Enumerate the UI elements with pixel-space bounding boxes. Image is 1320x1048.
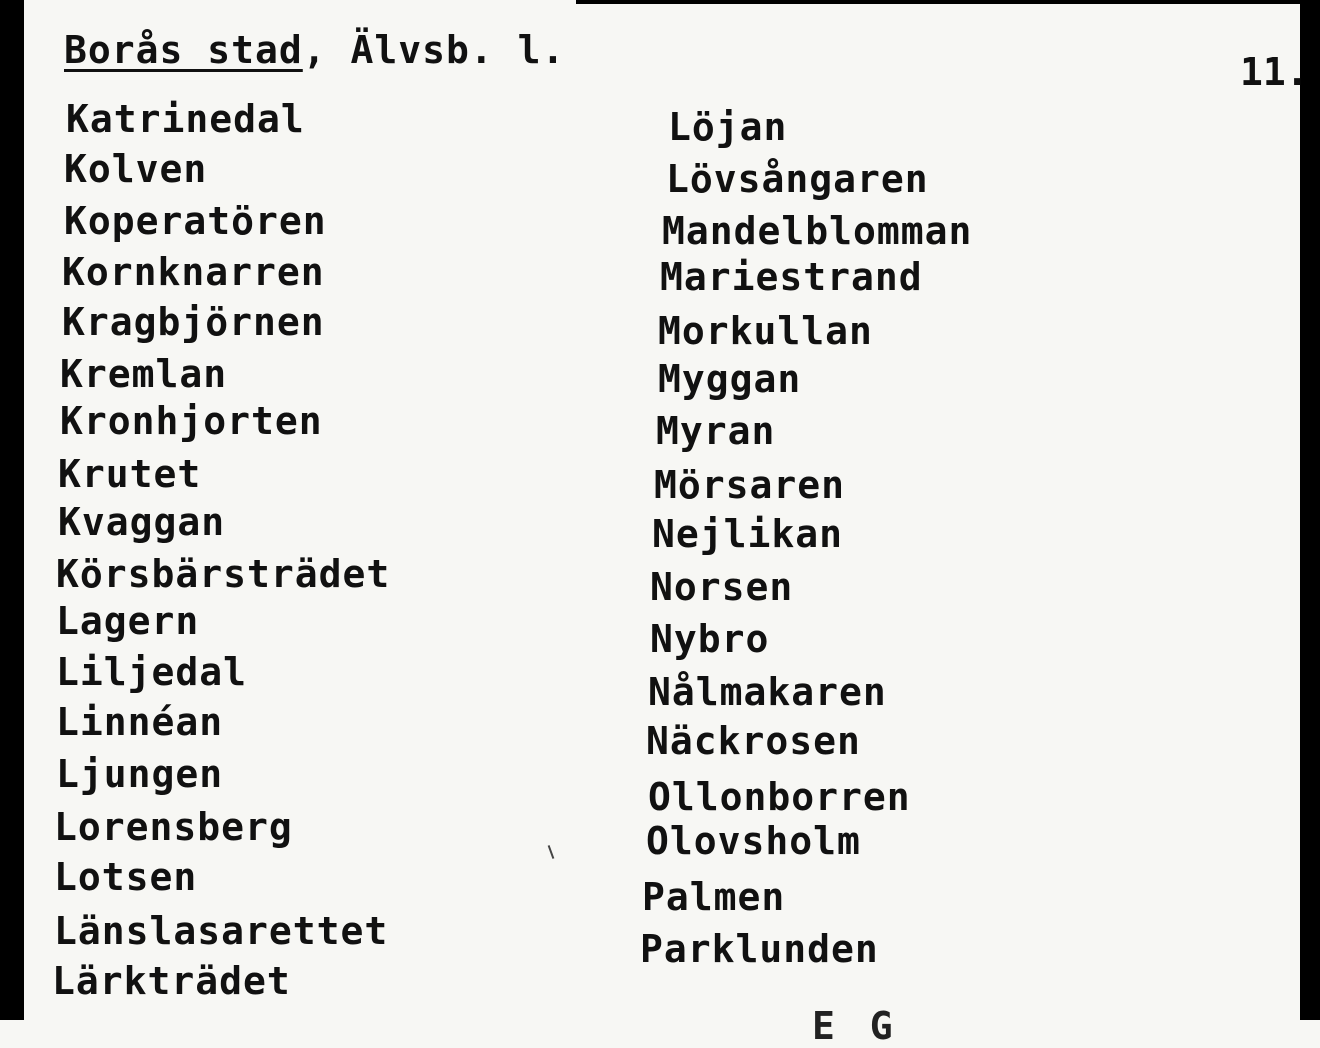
right-column-entry: Mariestrand — [660, 255, 923, 299]
right-column-entry: Ollonborren — [648, 775, 911, 819]
left-column-entry: Ljungen — [56, 752, 224, 796]
right-column-entry: Parklunden — [640, 927, 879, 971]
left-column-entry: Länslasarettet — [54, 909, 389, 953]
right-column-entry: Mandelblomman — [662, 209, 973, 253]
left-column-entry: Liljedal — [56, 650, 248, 694]
left-column-entry: Kornknarren — [62, 250, 325, 294]
right-column-entry: Olovsholm — [646, 819, 861, 863]
right-column-entry: Palmen — [642, 875, 786, 919]
right-column-entry: Mörsaren — [654, 463, 846, 507]
scan-border-top — [576, 0, 1320, 4]
page-title — [64, 28, 565, 72]
right-column-entry: Lövsångaren — [666, 157, 929, 201]
right-column-entry: Norsen — [650, 565, 794, 609]
left-column-entry: Lorensberg — [54, 805, 293, 849]
left-column-entry: Kragbjörnen — [62, 300, 325, 344]
left-column-entry: Lärkträdet — [52, 959, 291, 1003]
right-column-entry: Myran — [656, 409, 776, 453]
left-column-entry: Kremlan — [60, 352, 228, 396]
right-column-entry: Nejlikan — [652, 512, 844, 556]
page-number: 11. — [1240, 50, 1309, 94]
right-column-entry: Nybro — [650, 617, 770, 661]
left-column-entry: Lagern — [56, 599, 200, 643]
right-column-entry: Myggan — [658, 357, 802, 401]
scan-border-right — [1300, 0, 1320, 1020]
right-column-entry: Morkullan — [658, 309, 873, 353]
left-column-entry: Koperatören — [64, 199, 327, 243]
right-column-entry: Näckrosen — [646, 719, 861, 763]
left-column-entry: Körsbärsträdet — [56, 552, 391, 596]
cut-off-footer-text: E G — [812, 1004, 899, 1048]
left-column-entry: Krutet — [58, 452, 202, 496]
place-name: Borås stad — [64, 28, 303, 72]
left-column-entry: Kronhjorten — [60, 399, 323, 443]
county-label: , Älvsb. l. — [302, 28, 566, 72]
left-column-entry: Lotsen — [54, 855, 198, 899]
right-column-entry: Nålmakaren — [648, 670, 887, 714]
left-column-entry: Linnéan — [56, 700, 224, 744]
left-column-entry: Kvaggan — [58, 500, 226, 544]
scan-speck — [548, 845, 555, 859]
right-column-entry: Löjan — [668, 105, 788, 149]
scan-border-left — [0, 0, 24, 1020]
left-column-entry: Katrinedal — [66, 97, 305, 141]
left-column-entry: Kolven — [64, 147, 208, 191]
